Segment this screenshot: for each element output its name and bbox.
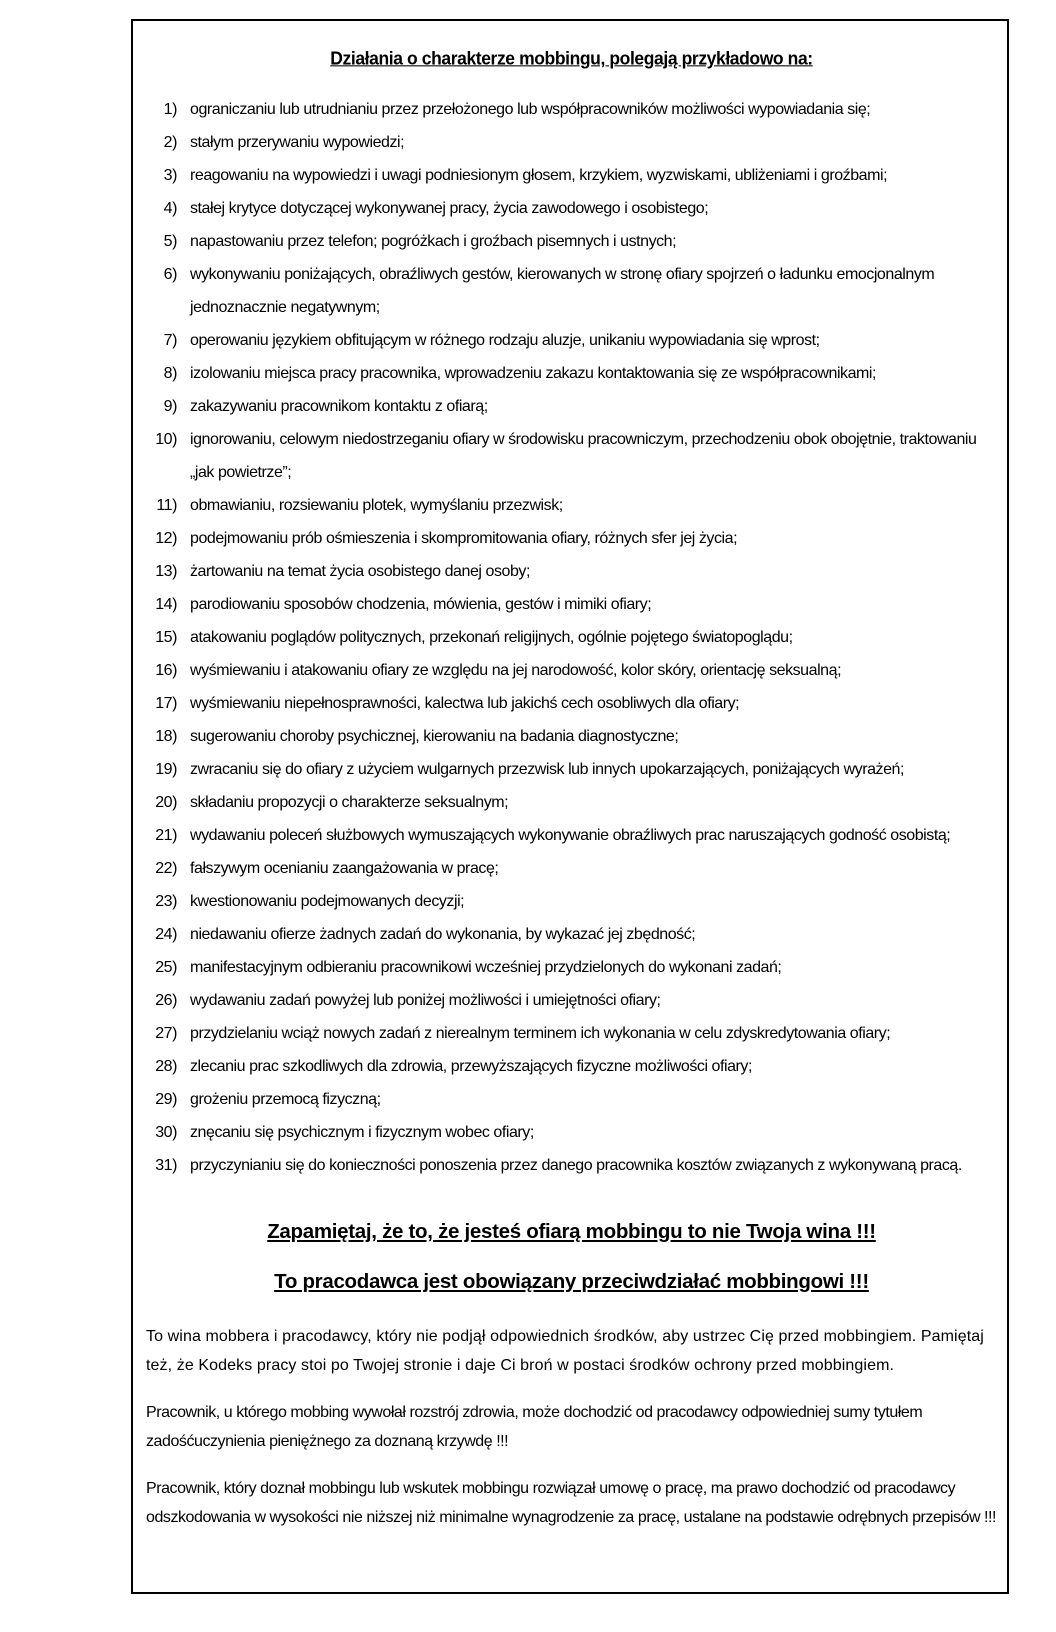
list-item	[146, 885, 997, 918]
list-item-number: 14)	[155, 596, 177, 613]
list-item	[146, 1017, 997, 1050]
list-item	[146, 918, 997, 951]
list-item	[146, 159, 997, 192]
list-item-number: 22)	[155, 860, 177, 877]
list-item-text: fałszywym ocenianiu zaangażowania w pracę;	[190, 860, 499, 877]
list-item-text: wydawaniu zadań powyżej lub poniżej możliwości i umiejętności ofiary;	[190, 992, 661, 1009]
document-title: Działania o charakterze mobbingu, polegają przykładowo na:	[330, 47, 813, 69]
list-item-number: 15)	[155, 629, 177, 646]
list-item-text: obmawianiu, rozsiewaniu plotek, wymyślaniu przezwisk;	[190, 497, 563, 514]
list-item-number: 24)	[155, 926, 177, 943]
list-item-text: przyczynianiu się do konieczności ponoszenia przez danego pracownika kosztów związanych z wykonywaną pracą.	[190, 1157, 962, 1174]
list-item-text: zakazywaniu pracownikom kontaktu z ofiarą;	[190, 398, 488, 415]
list-item-number: 25)	[155, 959, 177, 976]
list-item-number: 10)	[155, 431, 177, 448]
list-item-text: zlecaniu prac szkodliwych dla zdrowia, przewyższających fizyczne możliwości ofiary;	[190, 1058, 752, 1075]
list-item	[146, 555, 997, 588]
list-item-text: wyśmiewaniu i atakowaniu ofiary ze względu na jej narodowość, kolor skóry, orientację seksualną;	[190, 662, 842, 679]
list-item	[146, 258, 997, 324]
list-item-number: 4)	[163, 200, 177, 217]
list-item-number: 23)	[155, 893, 177, 910]
list-item-number: 31)	[155, 1157, 177, 1174]
list-item	[146, 720, 997, 753]
list-item	[146, 621, 997, 654]
list-item	[146, 1083, 997, 1116]
document-page	[131, 19, 1009, 1594]
list-item	[146, 588, 997, 621]
list-item-number: 26)	[155, 992, 177, 1009]
list-item-text: reagowaniu na wypowiedzi i uwagi podniesionym głosem, krzykiem, wyzwiskami, ubliżeniami i groźbami;	[190, 167, 888, 184]
list-item-number: 27)	[155, 1025, 177, 1042]
list-item-text: przydzielaniu wciąż nowych zadań z nierealnym terminem ich wykonania w celu zdyskredytowania ofiary;	[190, 1025, 891, 1042]
list-item	[146, 687, 997, 720]
list-item	[146, 654, 997, 687]
emphasis-not-your-fault: Zapamiętaj, że to, że jesteś ofiarą mobbingu to nie Twoja wina !!!	[267, 1220, 876, 1243]
list-item-text: wydawaniu poleceń służbowych wymuszających wykonywanie obraźliwych prac naruszających godność osobistą;	[190, 827, 951, 844]
list-item-text: ograniczaniu lub utrudnianiu przez przełożonego lub współpracowników możliwości wypowiadania się;	[190, 101, 871, 118]
list-item-number: 28)	[155, 1058, 177, 1075]
list-item-number: 11)	[156, 497, 177, 514]
list-item-text: niedawaniu ofierze żadnych zadań do wykonania, by wykazać jej zbędność;	[190, 926, 696, 943]
list-item-text: wykonywaniu poniżających, obraźliwych gestów, kierowanych w stronę ofiary spojrzeń o ładunku emocjonalnym jednoznacznie negatywnym;	[190, 266, 935, 316]
list-item	[146, 984, 997, 1017]
list-item-number: 3)	[163, 167, 177, 184]
mobbing-actions-list	[146, 93, 997, 1182]
list-item-text: sugerowaniu choroby psychicznej, kierowaniu na badania diagnostyczne;	[190, 728, 679, 745]
list-item-text: wyśmiewaniu niepełnosprawności, kalectwa lub jakichś cech osobliwych dla ofiary;	[190, 695, 740, 712]
paragraph-compensation-contract: Pracownik, który doznał mobbingu lub wskutek mobbingu rozwiązał umowę o pracę, ma prawo dochodzić od pracodawcy odszkodowania w wysokości nie niższej niż minimalne wynagrodzenie za pracę, ustalane na podstawie odrębnych przepisów !!!	[146, 1480, 997, 1526]
list-item	[146, 489, 997, 522]
list-item-text: atakowaniu poglądów politycznych, przekonań religijnych, ogólnie pojętego światopoglądu;	[190, 629, 793, 646]
list-item	[146, 390, 997, 423]
list-item	[146, 753, 997, 786]
list-item-text: operowaniu językiem obfitującym w różnego rodzaju aluzje, unikaniu wypowiadania się wprost;	[190, 332, 820, 349]
list-item-number: 19)	[155, 761, 177, 778]
list-item	[146, 819, 997, 852]
list-item-number: 29)	[155, 1091, 177, 1108]
list-item	[146, 1149, 997, 1182]
list-item-text: stałej krytyce dotyczącej wykonywanej pracy, życia zawodowego i osobistego;	[190, 200, 709, 217]
list-item	[146, 786, 997, 819]
list-item-text: kwestionowaniu podejmowanych decyzji;	[190, 893, 465, 910]
list-item-number: 12)	[155, 530, 177, 547]
list-item-text: stałym przerywaniu wypowiedzi;	[190, 134, 405, 151]
list-item	[146, 357, 997, 390]
list-item-text: podejmowaniu prób ośmieszenia i skompromitowania ofiary, różnych sfer jej życia;	[190, 530, 738, 547]
list-item-number: 1)	[163, 101, 177, 118]
list-item-number: 16)	[155, 662, 177, 679]
list-item-text: żartowaniu na temat życia osobistego danej osoby;	[190, 563, 530, 580]
list-item-text: zwracaniu się do ofiary z użyciem wulgarnych przezwisk lub innych upokarzających, poniżających wyrażeń;	[190, 761, 904, 778]
list-item	[146, 852, 997, 885]
list-item	[146, 522, 997, 555]
list-item-number: 2)	[163, 134, 177, 151]
list-item-text: parodiowaniu sposobów chodzenia, mówienia, gestów i mimiki ofiary;	[190, 596, 652, 613]
list-item	[146, 1116, 997, 1149]
list-item-number: 7)	[163, 332, 177, 349]
list-item	[146, 93, 997, 126]
paragraph-compensation-health: Pracownik, u którego mobbing wywołał rozstrój zdrowia, może dochodzić od pracodawcy odpowiedniej sumy tytułem zadośćuczynienia pieniężnego za doznaną krzywdę !!!	[146, 1404, 923, 1450]
list-item-text: grożeniu przemocą fizyczną;	[190, 1091, 381, 1108]
emphasis-employer-obligation: To pracodawca jest obowiązany przeciwdziałać mobbingowi !!!	[274, 1270, 869, 1293]
list-item-number: 20)	[155, 794, 177, 811]
list-item	[146, 126, 997, 159]
list-item	[146, 423, 997, 489]
list-item-number: 30)	[155, 1124, 177, 1141]
list-item-text: składaniu propozycji o charakterze seksualnym;	[190, 794, 509, 811]
list-item-number: 21)	[155, 827, 177, 844]
list-item	[146, 225, 997, 258]
list-item-text: znęcaniu się psychicznym i fizycznym wobec ofiary;	[190, 1124, 534, 1141]
list-item-number: 13)	[155, 563, 177, 580]
paragraph-mobber-blame: To wina mobbera i pracodawcy, który nie podjął odpowiednich środków, aby ustrzec Cię przed mobbingiem. Pamiętaj też, że Kodeks pracy stoi po Twojej stronie i daje Ci broń w postaci środków ochrony przed mobbingiem.	[146, 1328, 984, 1374]
list-item-number: 18)	[155, 728, 177, 745]
list-item	[146, 1050, 997, 1083]
list-item-text: izolowaniu miejsca pracy pracownika, wprowadzeniu zakazu kontaktowania się ze współpracownikami;	[190, 365, 877, 382]
list-item-text: napastowaniu przez telefon; pogróżkach i groźbach pisemnych i ustnych;	[190, 233, 677, 250]
list-item-number: 8)	[163, 365, 177, 382]
list-item-number: 9)	[163, 398, 177, 415]
list-item-number: 17)	[155, 695, 177, 712]
list-item	[146, 951, 997, 984]
list-item	[146, 324, 997, 357]
list-item-text: ignorowaniu, celowym niedostrzeganiu ofiary w środowisku pracowniczym, przechodzeniu obok obojętnie, traktowaniu „jak powietrze”;	[190, 431, 977, 481]
list-item-number: 5)	[163, 233, 177, 250]
list-item	[146, 192, 997, 225]
closing-section	[146, 1322, 997, 1532]
list-item-text: manifestacyjnym odbieraniu pracownikowi wcześniej przydzielonych do wykonani zadań;	[190, 959, 782, 976]
list-item-number: 6)	[163, 266, 177, 283]
